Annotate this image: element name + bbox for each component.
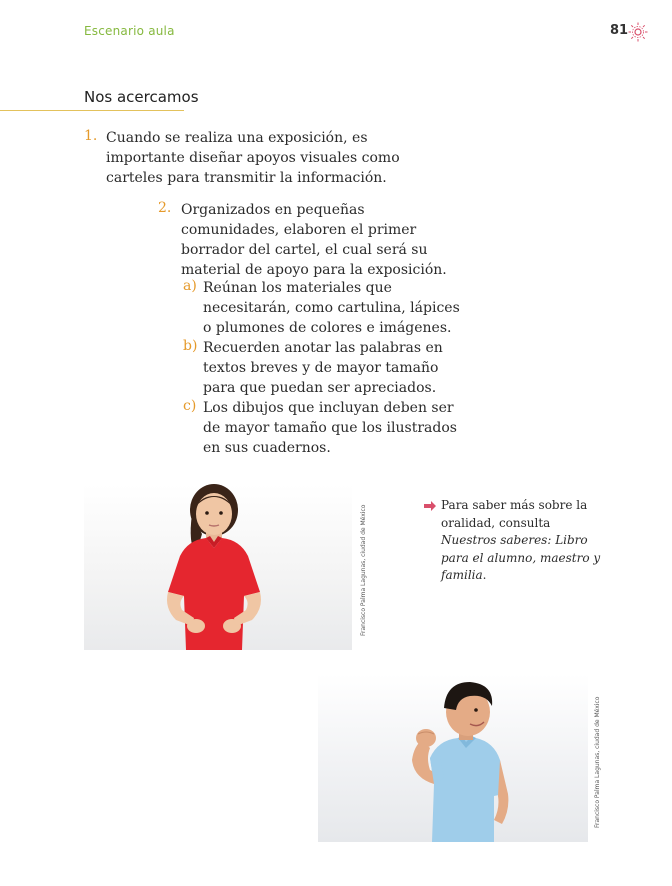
title-underline [0, 110, 184, 111]
photo-boy [318, 674, 588, 842]
item-1-text: Cuando se realiza una exposición, es importante diseñar apoyos visuales como carteles para transmitir la información. [106, 130, 400, 186]
subitem-a-text: Reúnan los materiales que necesitarán, como cartulina, lápices o plumones de colores e imágenes. [203, 280, 460, 336]
subitem-b-text: Recuerden anotar las palabras en textos breves y de mayor tamaño para que puedan ser apreciados. [203, 340, 443, 396]
subitem-c-text: Los dibujos que incluyan deben ser de mayor tamaño que los ilustrados en sus cuadernos. [203, 400, 457, 456]
photo-girl [84, 484, 352, 650]
item-1-number: 1. [84, 128, 98, 144]
note-prefix: Para saber más sobre la oralidad, consulta [441, 498, 588, 530]
subitem-a-letter: a) [183, 278, 197, 294]
boy-illustration [318, 674, 588, 842]
girl-illustration [84, 484, 352, 650]
arrow-right-icon [424, 501, 436, 511]
page-number: 81 [610, 23, 629, 38]
subitem-c-letter: c) [183, 398, 197, 414]
item-2-number: 2. [158, 200, 172, 216]
header-section-label: Escenario aula [84, 24, 175, 38]
note-book-title: Nuestros saberes: Libro para el alumno, maestro y familia [441, 533, 601, 582]
section-title: Nos acercamos [84, 88, 199, 106]
reference-note [441, 497, 601, 585]
sun-ornament-icon [628, 22, 648, 42]
subitem-b-letter: b) [183, 338, 198, 354]
item-2-text: Organizados en pequeñas comunidades, elaboren el primer borrador del cartel, el cual será su material de apoyo para la exposición. [181, 202, 447, 278]
note-suffix: . [482, 568, 487, 582]
photo-credit-1: Francisco Palma Lagunas, ciudad de México [360, 504, 367, 636]
photo-credit-2: Francisco Palma Lagunas, ciudad de México [594, 696, 601, 828]
